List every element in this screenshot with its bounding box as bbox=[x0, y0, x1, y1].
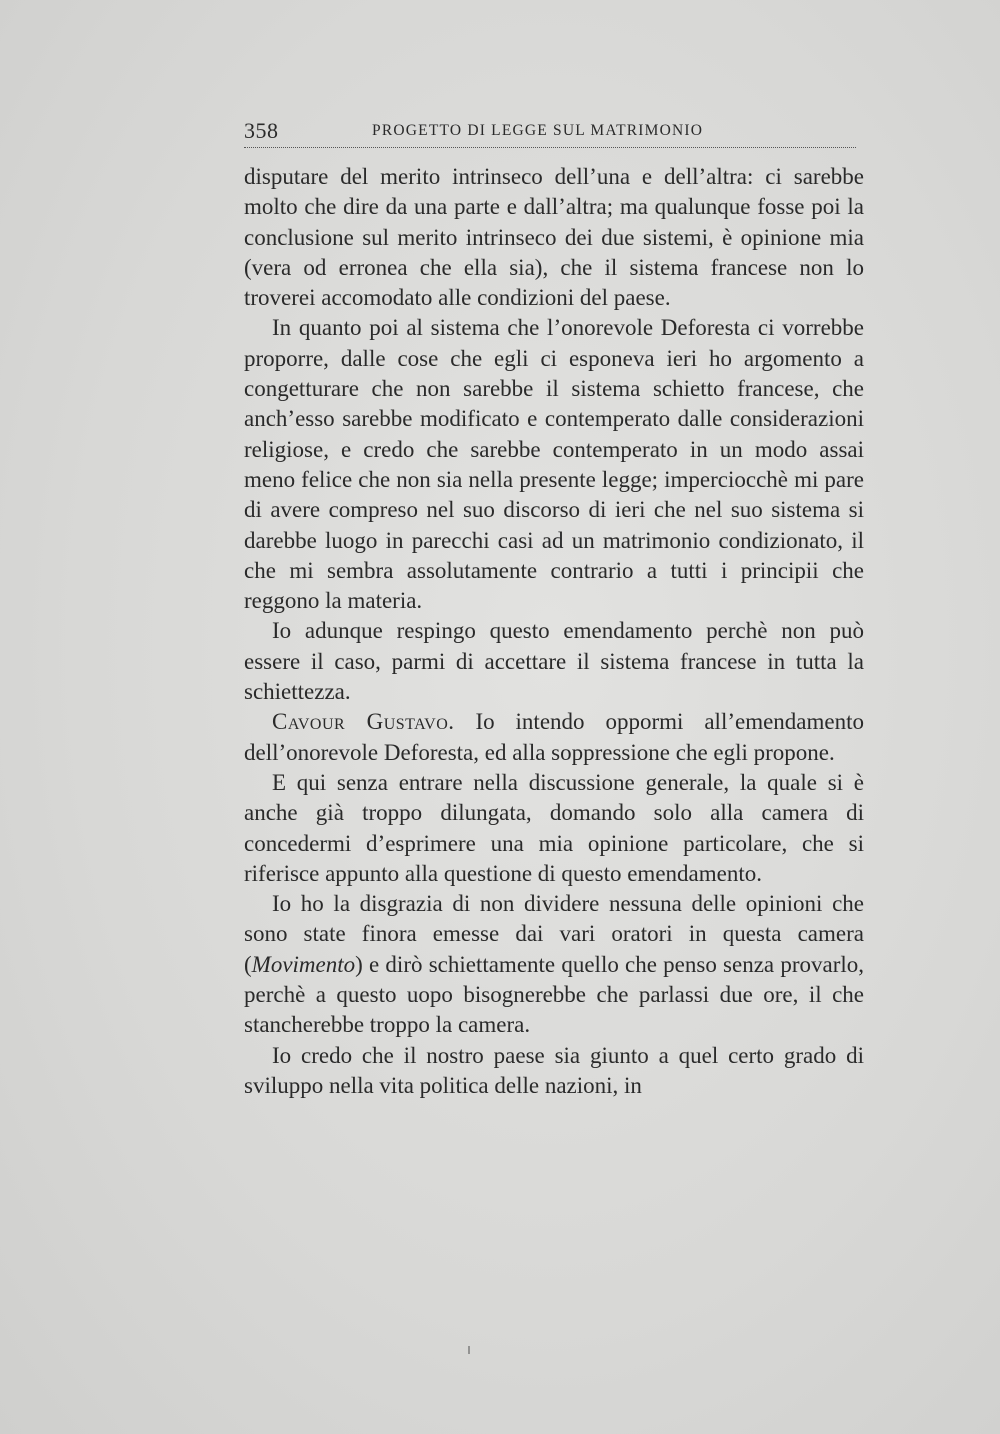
paragraph-1: disputare del merito intrinseco dell’una e dell’altra: ci sarebbe molto che dire da una parte e dall’altra; ma qualunque fosse poi la conclusione sul merito intrinseco dei due sistemi, è opinione mia (vera od erronea che ella sia), che il sistema francese non lo troverei accomodato alle condizioni del paese. bbox=[244, 164, 864, 311]
paragraph-4 bbox=[244, 707, 864, 768]
paragraph-4-text: Io intendo oppormi all’emendamento dell’onorevole Deforesta, ed alla soppressione che egli propone. bbox=[244, 709, 864, 765]
paragraph-2: In quanto poi al sistema che l’onorevole Deforesta ci vorrebbe proporre, dalle cose che egli ci esponeva ieri ho argomento a congetturare che non sarebbe il sistema schietto francese, che anch’esso sarebbe modificato e contemperato dalle considerazioni religiose, e credo che sarebbe contemperato in un modo assai meno felice che non sia nella presente legge; imperciocchè mi pare di avere compreso nel suo discorso di ieri che nel suo sistema si darebbe luogo in parecchi casi ad un matrimonio condizionato, il che mi sembra assolutamente contrario a tutti i principii che reggono la materia. bbox=[244, 315, 864, 614]
running-title: PROGETTO DI LEGGE SUL MATRIMONIO bbox=[372, 122, 704, 139]
paragraph-5: E qui senza entrare nella discussione generale, la quale si è anche già troppo dilungata, domando solo alla camera di concedermi d’esprimere una mia opinione particolare, che si riferisce appunto alla questione di questo emendamento. bbox=[244, 769, 864, 886]
stage-direction: Movimento bbox=[251, 951, 356, 977]
paragraph-7: Io credo che il nostro paese sia giunto a quel certo grado di sviluppo nella vita politica delle nazioni, in bbox=[244, 1042, 864, 1098]
paragraph-6 bbox=[244, 889, 864, 1040]
print-speck bbox=[468, 1346, 470, 1354]
paragraph-6-text-before: Io ho la disgrazia di non dividere nessuna delle opinioni che sono state finora emesse dai vari oratori in questa camera ( bbox=[244, 891, 864, 977]
speaker-name: Cavour Gustavo. bbox=[272, 709, 455, 735]
body-text bbox=[244, 162, 864, 1101]
page-number: 358 bbox=[244, 118, 279, 143]
paragraph-3: Io adunque respingo questo emendamento perchè non può essere il caso, parmi di accettare il sistema francese in tutta la schiettezza. bbox=[244, 618, 864, 705]
running-head bbox=[244, 118, 856, 148]
header-rule bbox=[244, 147, 856, 148]
paragraph-6-text-after: ) e dirò schiettamente quello che penso senza provarlo, perchè a questo uopo bisognerebbe che parlassi due ore, il che stancherebbe troppo la camera. bbox=[244, 951, 864, 1038]
